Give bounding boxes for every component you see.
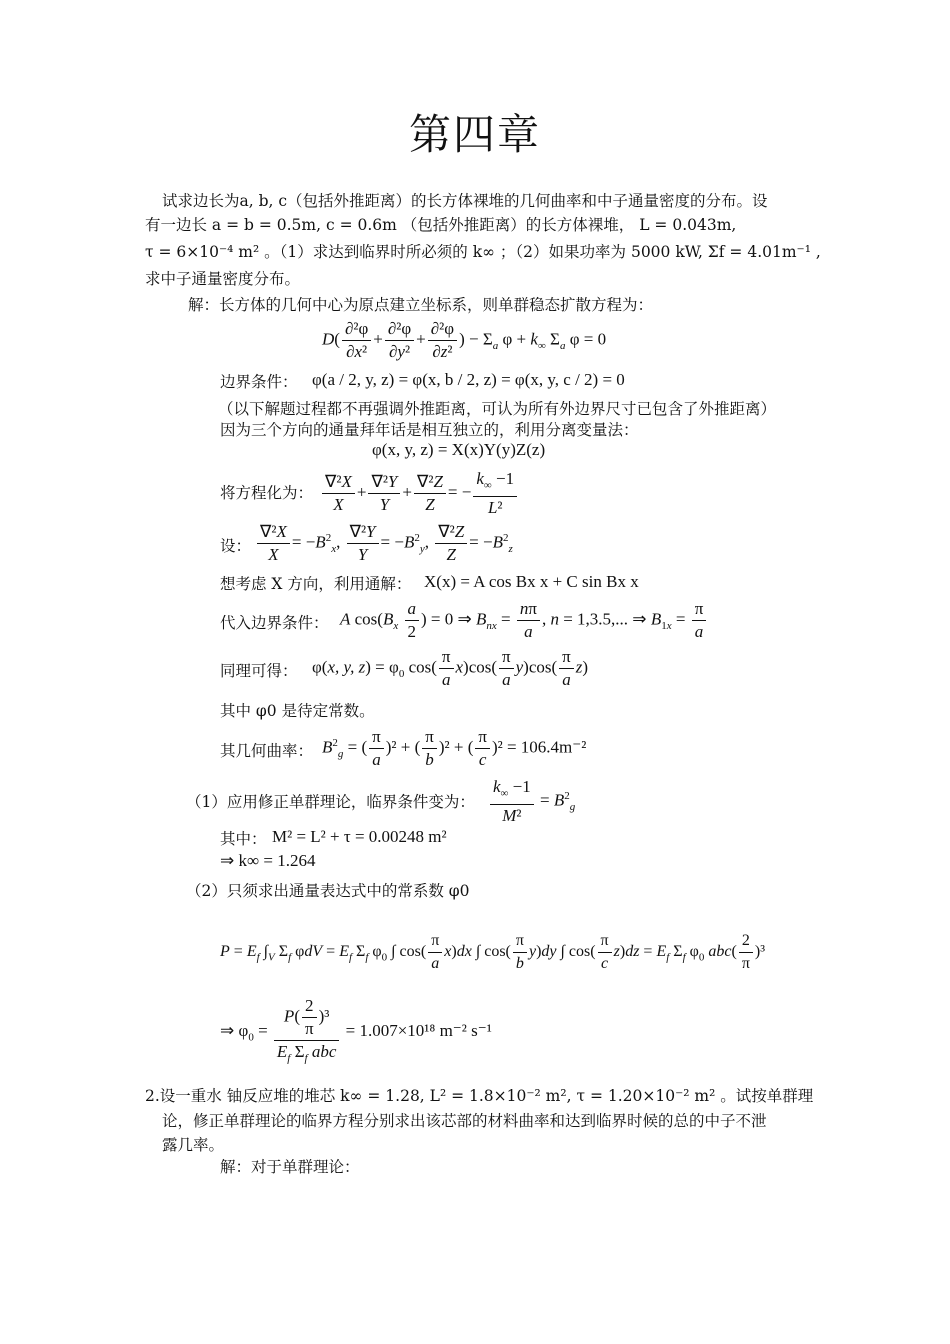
problem2-line1: 2.设一重水 铀反应堆的堆芯 k∞ = 1.28, L² = 1.8×10⁻² m², τ = 1.20×10⁻² m² 。试按单群理 [145,1087,814,1105]
phi0-equation: ⇒ $\varphi_0$ = P( $\frac{2}{\pi}$ )³ $E_f$ $\Sigma_f$ abc = 1.007×10¹⁸ m⁻² s⁻¹ [220,996,492,1065]
transform-label: 将方程化为： [220,484,314,502]
bc-substitution-equation: A $\cos(B_x$ $\frac{a}{2}$ ) = 0 ⇒ $B_{nx}$ = $\frac{n\pi}{a}$ , n = 1,3.5,... ⇒ $B_{1x}$ = $\frac{\pi}{a}$ [340,598,708,643]
migration-area-equation: M² = L² + τ = 0.00248 m² [272,827,447,846]
set-equation: $\frac{\text{∇²X}}{X}$ = $-B^2_x$, $\frac{\text{∇²Y}}{Y}$ = $-B^2_y$, $\frac{\text{∇²Z}}{Z}$ = $-B^2_z$ [255,521,513,566]
problem1-line3: τ = 6×10⁻⁴ m² 。（1）求达到临界时所必须的 k∞ ；（2）如果功率为 5000 kW, Σf = 4.01m⁻¹ , [145,243,821,261]
solution2-intro: 解：对于单群理论： [220,1158,360,1176]
curvature-label: 其几何曲率： [220,742,314,760]
x-direction-label: 想考虑 X 方向，利用通解： [220,575,412,593]
x-direction-equation: X(x) = A cos Bx x + C sin Bx x [424,572,639,591]
problem1-line4: 求中子通量密度分布。 [145,270,301,288]
curvature-equation: $B^2_g$ = ( $\frac{\pi}{a}$ )² + ( $\frac{\pi}{b}$ )² + ( $\frac{\pi}{c}$ )² = 106.4m⁻² [322,727,587,769]
problem2-line2: 论，修正单群理论的临界方程分别求出该芯部的材料曲率和达到临界时候的总的中子不泄 [162,1112,767,1130]
kinf-result: ⇒ k∞ = 1.264 [220,851,316,870]
where-label: 其中： [220,830,267,848]
part2-label: （2）只须求出通量表达式中的常系数 φ0 [186,882,470,900]
solution1-intro: 解：长方体的几何中心为原点建立坐标系，则单群稳态扩散方程为： [188,296,654,314]
phi0-value: = 1.007×10¹⁸ m⁻² s⁻¹ [345,1021,492,1041]
separation-equation: φ(x, y, z) = X(x)Y(y)Z(z) [372,440,546,459]
part1-label: （1）应用修正单群理论，临界条件变为： [186,793,475,811]
constant-note: 其中 φ0 是待定常数。 [220,702,375,720]
transform-equation: $\frac{\text{∇²X}}{X}$ + $\frac{\text{∇²Y}}{Y}$ + $\frac{\text{∇²Z}}{Z}$ = − $\frac{k_\infty -1}{\text{L²}}$ [320,468,519,519]
problem1-line2: 有一边长 a = b = 0.5m, c = 0.6m （包括外推距离）的长方体裸堆， L = 0.043m, [145,216,737,234]
problem1-line1: 试求边长为a, b, c（包括外推距离）的长方体裸堆的几何曲率和中子通量密度的分布。设 [162,192,768,210]
power-integral-equation: $P = E_f$ $\int_V$ $\Sigma_f$ $\varphi dV = E_f$ $\Sigma_f$ $\varphi_0$ ∫ cos( $\frac{\pi}{a}$ x)dx ∫ cos( $\frac{\pi}{b}$ y)dy ∫ cos( $\frac{\pi}{c}$ $z)dz = E_f$ $\Sigma_f$ $\varphi_0$ abc( $\frac{2}{\pi}$ )³ [220,932,766,972]
set-label: 设： [220,537,252,555]
boundary-label: 边界条件： [220,373,298,391]
flux-distribution-equation: φ(x, y, $z) = \varphi_0$ cos( $\frac{\pi}{a}$ x)cos( $\frac{\pi}{a}$ y)cos( $\frac{\pi}{a}$ z) [312,647,589,689]
critical-condition-equation: $\frac{k_\infty -1}{\text{M²}}$ = $B^2_g$ [488,776,575,827]
chapter-title: 第四章 [408,110,541,159]
extrapolation-note: （以下解题过程都不再强调外推距离，可认为所有外边界尺寸已包含了外推距离） [218,400,777,418]
separation-text: 因为三个方向的通量拜年话是相互独立的，利用分离变量法： [220,421,639,439]
boundary-equation: φ(a / 2, y, z) = φ(x, b / 2, z) = φ(x, y, c / 2) = 0 [312,370,625,389]
curvature-value: = 106.4m⁻² [506,737,587,757]
similar-label: 同理可得： [220,662,298,680]
problem2-line3: 露几率。 [162,1136,225,1154]
diffusion-equation: D( $\frac{\text{∂²φ}}{\text{∂x²}}$ + $\frac{\text{∂²φ}}{\text{∂y²}}$ + $\frac{\text{∂²φ}}{\text{∂z²}}$ ) − $\Sigma_a$ $\varphi + k_\infty$ $\Sigma_a$ φ = 0 [322,319,607,361]
bc-substitution-label: 代入边界条件： [220,614,329,632]
